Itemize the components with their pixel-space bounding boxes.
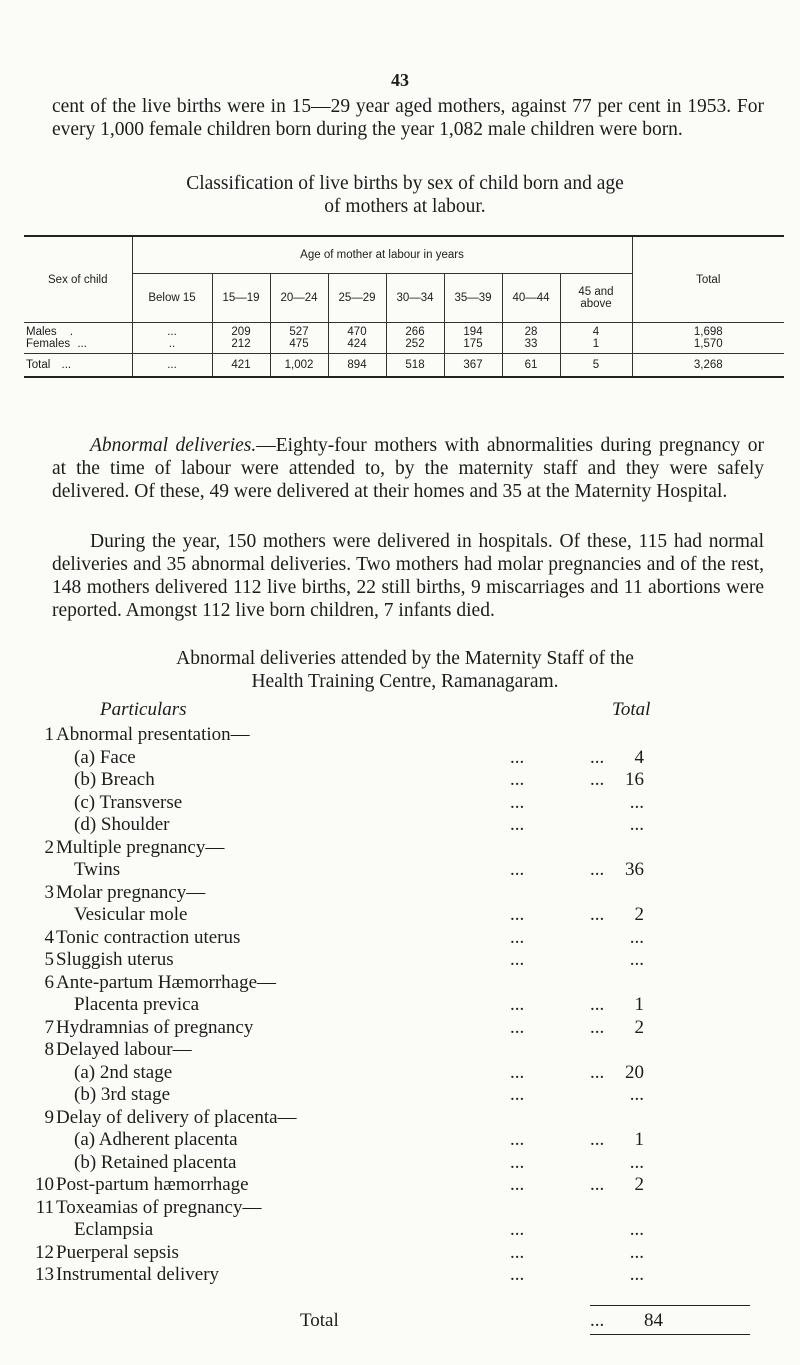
list-item xyxy=(44,881,750,903)
table-row xyxy=(24,354,784,378)
table-cell: 3,268 xyxy=(632,354,784,378)
leader-dots: ... xyxy=(510,791,525,813)
list-item xyxy=(35,1264,750,1285)
total-rule xyxy=(590,1305,750,1306)
particulars-header: Particulars xyxy=(100,699,187,720)
list-item xyxy=(44,926,750,948)
list-item xyxy=(50,860,750,880)
age-col-header: Below 15 xyxy=(132,274,212,323)
leader-dots: ... xyxy=(77,338,87,350)
table-cell: 421 xyxy=(212,354,270,378)
table-row xyxy=(24,323,784,339)
table-cell: ... xyxy=(132,354,212,378)
table-row xyxy=(24,338,784,354)
item-label: (b) 3rd stage xyxy=(74,1084,171,1105)
list-title xyxy=(60,647,750,693)
leader-dots: ... xyxy=(510,1264,525,1285)
leader-dots: ... xyxy=(590,1016,605,1038)
item-label: Delay of delivery of placenta— xyxy=(56,1106,297,1128)
list-item xyxy=(44,1106,750,1128)
list-title-line-1: Abnormal deliveries attended by the Maternity Staff of the xyxy=(176,648,634,669)
total-header: Total xyxy=(632,236,784,323)
item-value: ... xyxy=(629,926,644,948)
item-label: Twins xyxy=(74,859,121,880)
age-col-line: 45 and xyxy=(578,286,614,298)
leader-dots: ... xyxy=(510,1219,525,1240)
leader-dots: ... xyxy=(590,746,605,768)
caption-line-2: of mothers at labour. xyxy=(324,196,486,217)
item-number: 2 xyxy=(44,836,54,858)
list-item xyxy=(44,1016,750,1038)
item-value: 2 xyxy=(634,904,644,925)
leader-dots: ... xyxy=(590,769,605,790)
item-label: Ante-partum Hæmorrhage— xyxy=(56,971,277,993)
item-label: (b) Retained placenta xyxy=(74,1151,237,1173)
list-item xyxy=(44,836,750,858)
leader-dots: ... xyxy=(590,1174,605,1195)
row-label: Total xyxy=(26,359,51,371)
age-col-header: 20—24 xyxy=(270,274,328,323)
leader-dots: ... xyxy=(510,859,525,880)
item-number: 9 xyxy=(44,1106,54,1128)
leader-dots: ... xyxy=(510,1241,525,1263)
list-item xyxy=(50,815,750,835)
item-number: 13 xyxy=(35,1264,54,1285)
table-cell: .. xyxy=(132,338,212,354)
births-table xyxy=(24,235,784,378)
sex-header: Sex of child xyxy=(24,236,132,323)
leader-dots: ... xyxy=(510,1084,525,1105)
table-cell: 33 xyxy=(502,338,560,354)
grand-total-label: Total xyxy=(300,1310,339,1331)
item-label: (a) Face xyxy=(74,746,136,768)
item-label: Puerperal sepsis xyxy=(56,1241,179,1263)
item-label: Hydramnias of pregnancy xyxy=(56,1016,254,1038)
table-cell: 4 xyxy=(560,323,632,339)
leader-dots: ... xyxy=(510,949,525,970)
list-item xyxy=(44,1039,750,1060)
list-item xyxy=(35,1174,750,1195)
list-item xyxy=(44,724,750,745)
table-cell: 475 xyxy=(270,338,328,354)
leader-dots: ... xyxy=(590,859,605,880)
list-item xyxy=(50,1153,750,1173)
item-number: 1 xyxy=(44,724,54,745)
item-number: 11 xyxy=(35,1196,54,1218)
list-item xyxy=(50,1063,750,1083)
item-label: Vesicular mole xyxy=(74,904,188,925)
list-title-line-2: Health Training Centre, Ramanagaram. xyxy=(251,671,559,692)
item-value: 36 xyxy=(625,859,644,880)
item-number: 10 xyxy=(35,1174,54,1195)
table-cell: 266 xyxy=(386,323,444,339)
item-value: ... xyxy=(629,1151,644,1173)
list-item xyxy=(50,1220,750,1240)
list-item xyxy=(44,971,750,993)
table-cell: 518 xyxy=(386,354,444,378)
list-item xyxy=(50,793,750,813)
age-group-header: Age of mother at labour in years xyxy=(132,236,632,274)
item-number: 3 xyxy=(44,881,54,903)
leader-dots: . xyxy=(69,326,74,338)
item-label: Toxeamias of pregnancy— xyxy=(56,1196,262,1218)
leader-dots: ... xyxy=(510,814,525,835)
item-value: 2 xyxy=(634,1016,644,1038)
leader-dots: ... xyxy=(510,746,525,768)
list-item xyxy=(35,1196,750,1218)
item-number: 7 xyxy=(44,1016,54,1038)
item-number: 8 xyxy=(44,1039,54,1060)
item-number: 4 xyxy=(44,926,54,948)
item-label: Post-partum hæmorrhage xyxy=(56,1174,249,1195)
table-cell: 28 xyxy=(502,323,560,339)
age-col-header: 35—39 xyxy=(444,274,502,323)
item-label: Molar pregnancy— xyxy=(56,881,206,903)
list-item xyxy=(35,1241,750,1263)
leader-dots: ... xyxy=(510,994,525,1015)
intro-text: cent of the live births were in 15—29 year aged mothers, against 77 per cent in 1953. For every 1,000 female children born during the year 1,082 male children were born. xyxy=(52,96,764,140)
item-label: Instrumental delivery xyxy=(56,1264,220,1285)
item-label: Multiple pregnancy— xyxy=(56,836,225,858)
abnormal-text xyxy=(52,434,764,503)
item-number: 5 xyxy=(44,949,54,970)
item-number: 6 xyxy=(44,971,54,993)
list-item xyxy=(50,905,750,925)
item-number: 12 xyxy=(35,1241,54,1263)
table-caption xyxy=(60,172,750,218)
table-cell: 424 xyxy=(328,338,386,354)
age-col-header: 15—19 xyxy=(212,274,270,323)
age-col-header xyxy=(560,274,632,323)
table-cell: 1,002 xyxy=(270,354,328,378)
item-value: ... xyxy=(629,949,644,970)
page-number: 43 xyxy=(391,70,409,90)
item-value: 1 xyxy=(634,994,644,1015)
table-cell: 1,570 xyxy=(632,338,784,354)
leader-dots: ... xyxy=(510,904,525,925)
item-value: ... xyxy=(629,814,644,835)
leader-dots: ... xyxy=(61,359,72,371)
item-value: 16 xyxy=(625,769,644,790)
list-item xyxy=(50,748,750,768)
item-label: (b) Breach xyxy=(74,769,155,790)
leader-dots: ... xyxy=(590,1129,605,1150)
row-label: Females xyxy=(26,338,71,350)
leader-dots: ... xyxy=(510,926,525,948)
item-value: 20 xyxy=(625,1061,644,1083)
list-item xyxy=(50,1130,750,1150)
item-value: 1 xyxy=(634,1129,644,1150)
list-item xyxy=(50,770,750,790)
item-label: (a) 2nd stage xyxy=(74,1061,173,1083)
leader-dots: ... xyxy=(510,1061,525,1083)
leader-dots: ... xyxy=(510,769,525,790)
grand-total-dots: ... xyxy=(590,1310,605,1331)
list-item xyxy=(44,949,750,970)
item-label: Tonic contraction uterus xyxy=(56,926,241,948)
item-value: ... xyxy=(629,1219,644,1240)
abnormal-paragraph xyxy=(52,434,764,503)
table-cell: 212 xyxy=(212,338,270,354)
leader-dots: ... xyxy=(590,1061,605,1083)
item-label: Delayed labour— xyxy=(56,1039,192,1060)
item-label: (c) Transverse xyxy=(74,791,183,813)
intro-paragraph xyxy=(52,95,764,141)
item-value: ... xyxy=(629,1084,644,1105)
table-cell: 175 xyxy=(444,338,502,354)
total-column-header: Total xyxy=(612,699,651,720)
item-label: (a) Adherent placenta xyxy=(74,1129,238,1150)
age-col-header: 40—44 xyxy=(502,274,560,323)
table-cell: 252 xyxy=(386,338,444,354)
table-cell: 894 xyxy=(328,354,386,378)
item-label: Eclampsia xyxy=(74,1219,154,1240)
table-cell: 5 xyxy=(560,354,632,378)
item-label: Placenta previca xyxy=(74,994,200,1015)
table-cell: 209 xyxy=(212,323,270,339)
row-label: Males xyxy=(26,326,57,338)
total-rule-bottom xyxy=(590,1334,750,1335)
leader-dots: ... xyxy=(510,1129,525,1150)
age-col-header: 25—29 xyxy=(328,274,386,323)
item-value: 4 xyxy=(634,746,644,768)
table-cell: 1,698 xyxy=(632,323,784,339)
item-label: Sluggish uterus xyxy=(56,949,174,970)
table-cell: 470 xyxy=(328,323,386,339)
table-cell: 194 xyxy=(444,323,502,339)
table-cell: 1 xyxy=(560,338,632,354)
table-cell: 61 xyxy=(502,354,560,378)
table-cell: ... xyxy=(132,323,212,339)
leader-dots: ... xyxy=(510,1016,525,1038)
leader-dots: ... xyxy=(590,994,605,1015)
age-col-line: above xyxy=(580,298,612,310)
table-cell: 527 xyxy=(270,323,328,339)
leader-dots: ... xyxy=(510,1174,525,1195)
age-col-header: 30—34 xyxy=(386,274,444,323)
leader-dots: ... xyxy=(590,904,605,925)
item-value: ... xyxy=(629,1264,644,1285)
item-label: (d) Shoulder xyxy=(74,814,170,835)
abnormal-heading: Abnormal deliveries. xyxy=(90,435,257,456)
caption-line-1: Classification of live births by sex of child born and age xyxy=(186,173,624,194)
item-value: 2 xyxy=(634,1174,644,1195)
item-value: ... xyxy=(629,1241,644,1263)
list-item xyxy=(50,1085,750,1105)
list-item xyxy=(50,995,750,1015)
item-label: Abnormal presentation— xyxy=(56,724,250,745)
abnormal-body: —Eighty-four mothers with abnormalities during pregnancy or at the time of labour were attended to, by the maternity staff and they were safely delivered. Of these, 49 were delivered at their homes and 35 at the Maternity Hospital. xyxy=(52,435,764,502)
hospital-paragraph xyxy=(52,530,764,622)
table-cell: 367 xyxy=(444,354,502,378)
leader-dots: ... xyxy=(510,1151,525,1173)
hospital-text: During the year, 150 mothers were delivered in hospitals. Of these, 115 had normal deliveries and 35 abnormal deliveries. Two mothers had molar pregnancies and of the rest, 148 mothers delivered 112 live births, 22 still births, 9 miscarriages and 11 abortions were reported. Amongst 112 live born children, 7 infants died. xyxy=(52,531,764,621)
grand-total-value: 84 xyxy=(644,1310,663,1331)
item-value: ... xyxy=(629,791,644,813)
